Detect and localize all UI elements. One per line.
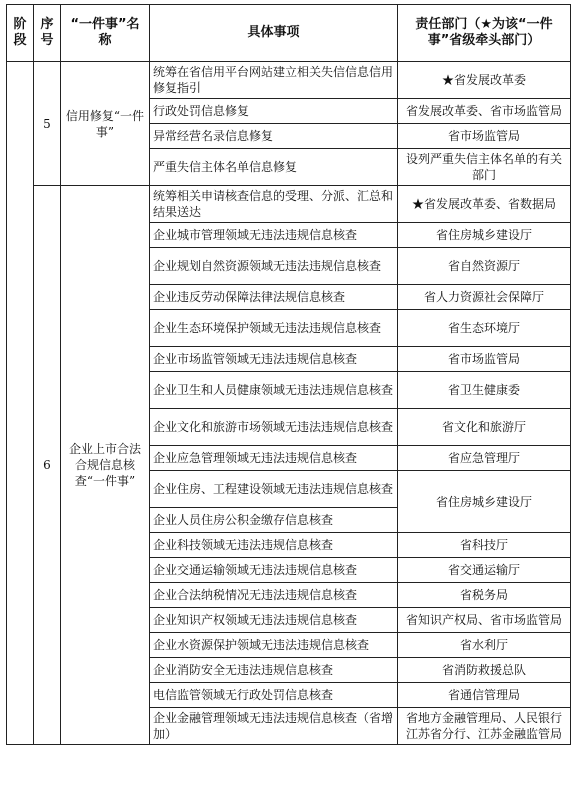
dept-cell: 省生态环境厅 — [398, 310, 571, 347]
item-cell: 企业规划自然资源领域无违法违规信息核查 — [150, 248, 398, 285]
stage-cell — [7, 62, 34, 745]
dept-cell: 省住房城乡建设厅 — [398, 223, 571, 248]
group-seq: 6 — [34, 186, 61, 745]
dept-cell: 省文化和旅游厅 — [398, 409, 571, 446]
responsibility-table — [6, 4, 571, 745]
dept-cell: 省交通运输厅 — [398, 558, 571, 583]
item-cell: 企业生态环境保护领域无违法违规信息核查 — [150, 310, 398, 347]
item-cell: 异常经营名录信息修复 — [150, 124, 398, 149]
dept-cell: 省科技厅 — [398, 533, 571, 558]
item-cell: 企业消防安全无违法违规信息核查 — [150, 658, 398, 683]
dept-cell: 省市场监管局 — [398, 124, 571, 149]
item-cell: 统筹在省信用平台网站建立相关失信信息信用修复指引 — [150, 62, 398, 99]
dept-cell: 省自然资源厅 — [398, 248, 571, 285]
item-cell: 企业住房、工程建设领域无违法违规信息核查 — [150, 471, 398, 508]
header-dept: 责任部门（★为该“一件事”省级牵头部门） — [398, 5, 571, 62]
header-seq: 序号 — [34, 5, 61, 62]
dept-cell: 省人力资源社会保障厅 — [398, 285, 571, 310]
item-cell: 企业文化和旅游市场领域无违法违规信息核查 — [150, 409, 398, 446]
table-row — [7, 62, 571, 99]
header-name: “一件事”名称 — [61, 5, 150, 62]
item-cell: 企业市场监管领域无违法违规信息核查 — [150, 347, 398, 372]
item-cell: 企业卫生和人员健康领域无违法违规信息核查 — [150, 372, 398, 409]
dept-cell: 省卫生健康委 — [398, 372, 571, 409]
dept-cell: 设列严重失信主体名单的有关部门 — [398, 149, 571, 186]
dept-cell: ★省发展改革委 — [398, 62, 571, 99]
item-cell: 企业知识产权领域无违法违规信息核查 — [150, 608, 398, 633]
item-cell: 企业合法纳税情况无违法违规信息核查 — [150, 583, 398, 608]
group-name: 信用修复“一件事” — [61, 62, 150, 186]
item-cell: 企业人员住房公积金缴存信息核查 — [150, 508, 398, 533]
item-cell: 企业水资源保护领域无违法违规信息核查 — [150, 633, 398, 658]
item-cell: 统筹相关申请核查信息的受理、分派、汇总和结果送达 — [150, 186, 398, 223]
dept-cell: 省水利厅 — [398, 633, 571, 658]
dept-cell: ★省发展改革委、省数据局 — [398, 186, 571, 223]
item-cell: 企业交通运输领域无违法违规信息核查 — [150, 558, 398, 583]
dept-cell: 省通信管理局 — [398, 683, 571, 708]
dept-cell: 省知识产权局、省市场监管局 — [398, 608, 571, 633]
dept-cell: 省税务局 — [398, 583, 571, 608]
group-seq: 5 — [34, 62, 61, 186]
item-cell: 企业应急管理领域无违法违规信息核查 — [150, 446, 398, 471]
header-item: 具体事项 — [150, 5, 398, 62]
header-stage: 阶段 — [7, 5, 34, 62]
item-cell: 企业金融管理领域无违法违规信息核查（省增加） — [150, 708, 398, 745]
item-cell: 行政处罚信息修复 — [150, 99, 398, 124]
dept-cell: 省消防救援总队 — [398, 658, 571, 683]
group-name: 企业上市合法合规信息核查“一件事” — [61, 186, 150, 745]
dept-cell: 省市场监管局 — [398, 347, 571, 372]
table-row — [7, 186, 571, 223]
dept-cell: 省住房城乡建设厅 — [398, 471, 571, 533]
dept-cell: 省地方金融管理局、人民银行江苏省分行、江苏金融监管局 — [398, 708, 571, 745]
item-cell: 企业违反劳动保障法律法规信息核查 — [150, 285, 398, 310]
item-cell: 企业城市管理领域无违法违规信息核查 — [150, 223, 398, 248]
header-row — [7, 5, 571, 62]
item-cell: 企业科技领域无违法违规信息核查 — [150, 533, 398, 558]
dept-cell: 省发展改革委、省市场监管局 — [398, 99, 571, 124]
dept-cell: 省应急管理厅 — [398, 446, 571, 471]
item-cell: 严重失信主体名单信息修复 — [150, 149, 398, 186]
item-cell: 电信监管领域无行政处罚信息核查 — [150, 683, 398, 708]
